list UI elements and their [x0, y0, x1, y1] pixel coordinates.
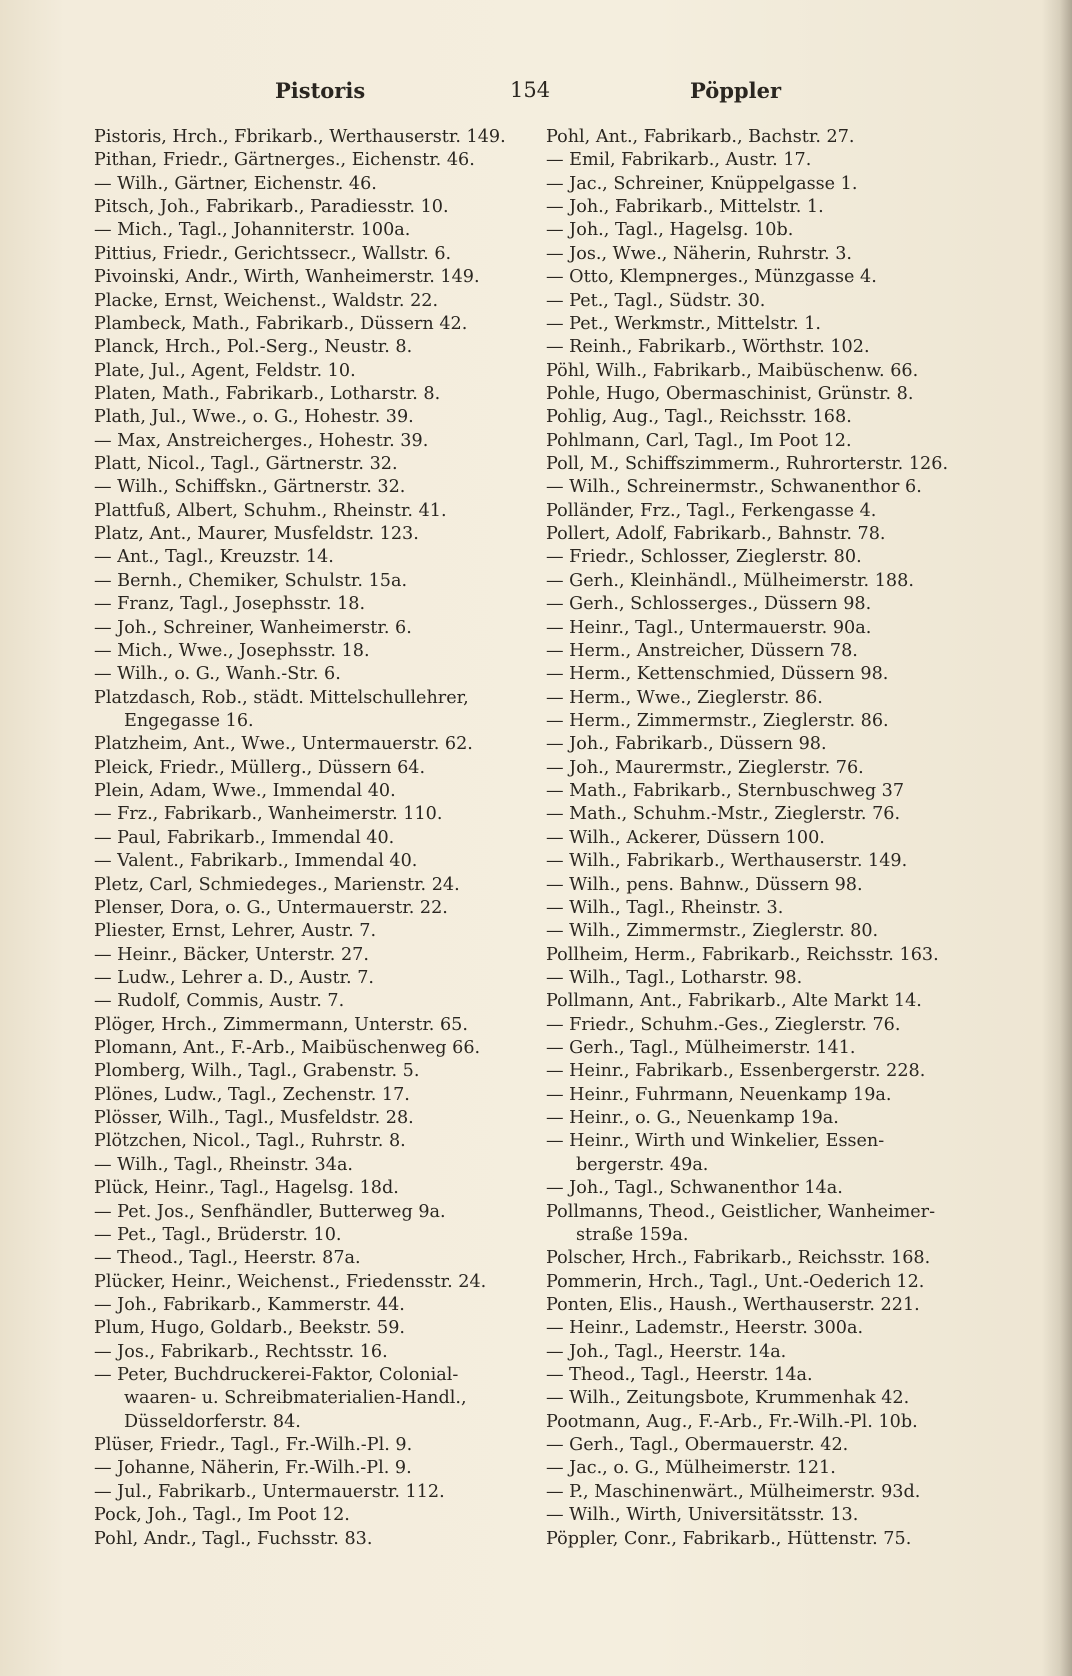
directory-entry: Pistoris, Hrch., Fbrikarb., Werthauserstr. 149. [94, 127, 506, 147]
directory-entry: Placke, Ernst, Weichenst., Waldstr. 22. [94, 290, 439, 311]
directory-entry: — Friedr., Schlosser, Zieglerstr. 80. [546, 547, 862, 568]
header-right-word: Pöppler [690, 78, 782, 103]
directory-entry: — Emil, Fabrikarb., Austr. 17. [546, 150, 812, 171]
directory-entry: Plattfuß, Albert, Schuhm., Rheinstr. 41. [94, 500, 447, 521]
directory-entry: — Heinr., Bäcker, Unterstr. 27. [94, 944, 369, 965]
directory-entry: — Heinr., o. G., Neuenkamp 19a. [546, 1108, 839, 1129]
directory-entry: Pletz, Carl, Schmiedeges., Marienstr. 24. [94, 874, 460, 895]
directory-entry: Pollmanns, Theod., Geistlicher, Wanheimer- [546, 1201, 936, 1222]
directory-entry: — Bernh., Chemiker, Schulstr. 15a. [94, 570, 408, 591]
directory-entry: Plath, Jul., Wwe., o. G., Hohestr. 39. [94, 407, 414, 428]
directory-entry: — Pet. Jos., Senfhändler, Butterweg 9a. [94, 1201, 446, 1222]
directory-entry: — Paul, Fabrikarb., Immendal 40. [94, 827, 395, 848]
directory-entry: — Joh., Fabrikarb., Kammerstr. 44. [94, 1294, 405, 1315]
directory-entry: — Pet., Werkmstr., Mittelstr. 1. [546, 313, 822, 334]
directory-entry: Pock, Joh., Tagl., Im Poot 12. [94, 1505, 350, 1526]
directory-entry: — Friedr., Schuhm.-Ges., Zieglerstr. 76. [546, 1014, 901, 1035]
directory-entry: — Johanne, Näherin, Fr.-Wilh.-Pl. 9. [94, 1458, 412, 1479]
directory-entry: Pohle, Hugo, Obermaschinist, Grünstr. 8. [546, 383, 914, 404]
directory-entry: Pohl, Ant., Fabrikarb., Bachstr. 27. [546, 127, 855, 147]
directory-entry: Engegasse 16. [124, 710, 254, 731]
directory-entry: — Wilh., Tagl., Rheinstr. 3. [546, 897, 784, 918]
directory-entry: Pittius, Friedr., Gerichtssecr., Wallstr. 6. [94, 243, 452, 264]
directory-entry: — Mich., Tagl., Johanniterstr. 100a. [94, 220, 411, 241]
directory-entry: — Wilh., Gärtner, Eichenstr. 46. [94, 173, 377, 194]
directory-entry: — Franz, Tagl., Josephsstr. 18. [94, 594, 366, 615]
directory-entry: Poll, M., Schiffszimmerm., Ruhrorterstr. 126. [546, 454, 949, 475]
directory-entry: — Wilh., Schreinermstr., Schwanenthor 6. [546, 477, 922, 498]
directory-entry: — Gerh., Tagl., Obermauerstr. 42. [546, 1435, 849, 1456]
directory-entry: — Theod., Tagl., Heerstr. 14a. [546, 1365, 813, 1386]
directory-entry: Pootmann, Aug., F.-Arb., Fr.-Wilh.-Pl. 10b. [546, 1411, 918, 1432]
directory-entry: — Joh., Tagl., Schwanenthor 14a. [546, 1178, 843, 1199]
header-left-word: Pistoris [275, 78, 366, 103]
directory-entry: Pohlmann, Carl, Tagl., Im Poot 12. [546, 430, 852, 451]
directory-entry: — Herm., Anstreicher, Düssern 78. [546, 640, 858, 661]
directory-entry: — Gerh., Schlosserges., Düssern 98. [546, 594, 872, 615]
directory-entry: — Joh., Tagl., Heerstr. 14a. [546, 1341, 787, 1362]
directory-entry: Plötzchen, Nicol., Tagl., Ruhrstr. 8. [94, 1131, 406, 1152]
directory-entry: — Herm., Zimmermstr., Zieglerstr. 86. [546, 710, 889, 731]
directory-entry: — Theod., Tagl., Heerstr. 87a. [94, 1248, 361, 1269]
directory-entry: — Heinr., Fuhrmann, Neuenkamp 19a. [546, 1084, 892, 1105]
directory-entry: Platzheim, Ant., Wwe., Untermauerstr. 62. [94, 734, 473, 755]
directory-entry: — Peter, Buchdruckerei-Faktor, Colonial- [94, 1365, 459, 1386]
directory-entry: Pollmann, Ant., Fabrikarb., Alte Markt 14. [546, 991, 922, 1012]
directory-entry: — Frz., Fabrikarb., Wanheimerstr. 110. [94, 804, 443, 825]
directory-entry: — Jac., o. G., Mülheimerstr. 121. [546, 1458, 836, 1479]
directory-entry: straße 159a. [576, 1224, 689, 1245]
directory-entry: Ponten, Elis., Haush., Werthauserstr. 221. [546, 1294, 920, 1315]
directory-entry: Planck, Hrch., Pol.-Serg., Neustr. 8. [94, 337, 413, 358]
directory-entry: Plomberg, Wilh., Tagl., Grabenstr. 5. [94, 1061, 420, 1082]
directory-entry: — Ludw., Lehrer a. D., Austr. 7. [94, 967, 374, 988]
directory-entry: — Valent., Fabrikarb., Immendal 40. [94, 851, 418, 872]
page-number: 154 [510, 78, 551, 102]
right-column [546, 126, 990, 1551]
directory-entry: Pohl, Andr., Tagl., Fuchsstr. 83. [94, 1528, 373, 1549]
directory-entry: Plücker, Heinr., Weichenst., Friedensstr. 24. [94, 1271, 487, 1292]
directory-entry: — Wilh., o. G., Wanh.-Str. 6. [94, 664, 341, 685]
directory-entry: — Jos., Fabrikarb., Rechtsstr. 16. [94, 1341, 388, 1362]
directory-entry: — Pet., Tagl., Südstr. 30. [546, 290, 766, 311]
running-header [95, 78, 985, 108]
directory-entry: — Rudolf, Commis, Austr. 7. [94, 991, 345, 1012]
directory-entry: Pöhl, Wilh., Fabrikarb., Maibüschenw. 66. [546, 360, 919, 381]
directory-entry: Düsseldorferstr. 84. [124, 1411, 301, 1432]
directory-entry: — Otto, Klempnerges., Münzgasse 4. [546, 267, 877, 288]
directory-entry: Pöppler, Conr., Fabrikarb., Hüttenstr. 75. [546, 1528, 912, 1549]
left-column [94, 126, 526, 1551]
directory-entry: — Jul., Fabrikarb., Untermauerstr. 112. [94, 1481, 445, 1502]
directory-entry: — Pet., Tagl., Brüderstr. 10. [94, 1224, 342, 1245]
directory-entry: — Joh., Schreiner, Wanheimerstr. 6. [94, 617, 412, 638]
directory-entry: Pollheim, Herm., Fabrikarb., Reichsstr. 163. [546, 944, 939, 965]
directory-entry: — Heinr., Lademstr., Heerstr. 300a. [546, 1318, 864, 1339]
directory-entry: — Heinr., Wirth und Winkelier, Essen- [546, 1131, 885, 1152]
directory-entry: Platzdasch, Rob., städt. Mittelschullehrer, [94, 687, 469, 708]
directory-entry: Plönes, Ludw., Tagl., Zechenstr. 17. [94, 1084, 410, 1105]
directory-entry: Pithan, Friedr., Gärtnerges., Eichenstr. 46. [94, 150, 475, 171]
directory-entry: — Heinr., Tagl., Untermauerstr. 90a. [546, 617, 872, 638]
directory-entry: Pliester, Ernst, Lehrer, Austr. 7. [94, 921, 377, 942]
directory-entry: — Wilh., Tagl., Rheinstr. 34a. [94, 1154, 354, 1175]
directory-entry: Plenser, Dora, o. G., Untermauerstr. 22. [94, 897, 448, 918]
directory-entry: — Ant., Tagl., Kreuzstr. 14. [94, 547, 334, 568]
directory-entry: Plein, Adam, Wwe., Immendal 40. [94, 781, 396, 802]
directory-entry: — Wilh., Tagl., Lotharstr. 98. [546, 967, 803, 988]
directory-entry: Plösser, Wilh., Tagl., Musfeldstr. 28. [94, 1108, 414, 1129]
directory-entry: — Joh., Maurermstr., Zieglerstr. 76. [546, 757, 864, 778]
directory-entry: Platt, Nicol., Tagl., Gärtnerstr. 32. [94, 454, 398, 475]
directory-entry: Plate, Jul., Agent, Feldstr. 10. [94, 360, 356, 381]
directory-entry: Pivoinski, Andr., Wirth, Wanheimerstr. 149. [94, 267, 480, 288]
directory-entry: — Mich., Wwe., Josephsstr. 18. [94, 640, 370, 661]
directory-entry: bergerstr. 49a. [576, 1154, 709, 1175]
directory-entry: Plambeck, Math., Fabrikarb., Düssern 42. [94, 313, 468, 334]
directory-entry: — Wilh., pens. Bahnw., Düssern 98. [546, 874, 863, 895]
directory-entry: — Wilh., Wirth, Universitätsstr. 13. [546, 1505, 859, 1526]
directory-entry: — Herm., Wwe., Zieglerstr. 86. [546, 687, 823, 708]
directory-entry: — Math., Schuhm.-Mstr., Zieglerstr. 76. [546, 804, 901, 825]
directory-entry: — Wilh., Ackerer, Düssern 100. [546, 827, 825, 848]
directory-entry: Polscher, Hrch., Fabrikarb., Reichsstr. 168. [546, 1248, 931, 1269]
directory-entry: — Gerh., Kleinhändl., Mülheimerstr. 188. [546, 570, 914, 591]
directory-entry: Pleick, Friedr., Müllerg., Düssern 64. [94, 757, 426, 778]
page-gutter-shadow [1042, 0, 1072, 1676]
directory-entry: Platz, Ant., Maurer, Musfeldstr. 123. [94, 524, 419, 545]
directory-entry: — Wilh., Fabrikarb., Werthauserstr. 149. [546, 851, 908, 872]
directory-entry: — Joh., Tagl., Hagelsg. 10b. [546, 220, 794, 241]
directory-entry: Plomann, Ant., F.-Arb., Maibüschenweg 66. [94, 1038, 481, 1059]
directory-entry: — Joh., Fabrikarb., Düssern 98. [546, 734, 827, 755]
directory-entry: — Herm., Kettenschmied, Düssern 98. [546, 664, 889, 685]
directory-entry: — Wilh., Zimmermstr., Zieglerstr. 80. [546, 921, 879, 942]
directory-entry: Plück, Heinr., Tagl., Hagelsg. 18d. [94, 1178, 399, 1199]
directory-entry: — Joh., Fabrikarb., Mittelstr. 1. [546, 197, 824, 218]
directory-entry: — Wilh., Zeitungsbote, Krummenhak 42. [546, 1388, 910, 1409]
directory-entry: — Math., Fabrikarb., Sternbuschweg 37 [546, 781, 905, 802]
directory-entry: Pitsch, Joh., Fabrikarb., Paradiesstr. 10. [94, 197, 449, 218]
directory-entry: Plöger, Hrch., Zimmermann, Unterstr. 65. [94, 1014, 468, 1035]
directory-entry: — P., Maschinenwärt., Mülheimerstr. 93d. [546, 1481, 921, 1502]
directory-entry: — Max, Anstreicherges., Hohestr. 39. [94, 430, 429, 451]
directory-entry: Polländer, Frz., Tagl., Ferkengasse 4. [546, 500, 877, 521]
directory-entry: — Jos., Wwe., Näherin, Ruhrstr. 3. [546, 243, 853, 264]
directory-entry: Pohlig, Aug., Tagl., Reichsstr. 168. [546, 407, 852, 428]
directory-entry: Pommerin, Hrch., Tagl., Unt.-Oederich 12. [546, 1271, 925, 1292]
directory-entry: Plüser, Friedr., Tagl., Fr.-Wilh.-Pl. 9. [94, 1435, 413, 1456]
directory-entry: — Heinr., Fabrikarb., Essenbergerstr. 228. [546, 1061, 926, 1082]
directory-entry: — Jac., Schreiner, Knüppelgasse 1. [546, 173, 858, 194]
directory-entry: waaren- u. Schreibmaterialien-Handl., [124, 1388, 467, 1409]
directory-entry: Pollert, Adolf, Fabrikarb., Bahnstr. 78. [546, 524, 886, 545]
directory-entry: — Wilh., Schiffskn., Gärtnerstr. 32. [94, 477, 406, 498]
directory-entry: Plum, Hugo, Goldarb., Beekstr. 59. [94, 1318, 406, 1339]
directory-entry: Platen, Math., Fabrikarb., Lotharstr. 8. [94, 383, 441, 404]
directory-entry: — Gerh., Tagl., Mülheimerstr. 141. [546, 1038, 856, 1059]
directory-entry: — Reinh., Fabrikarb., Wörthstr. 102. [546, 337, 870, 358]
